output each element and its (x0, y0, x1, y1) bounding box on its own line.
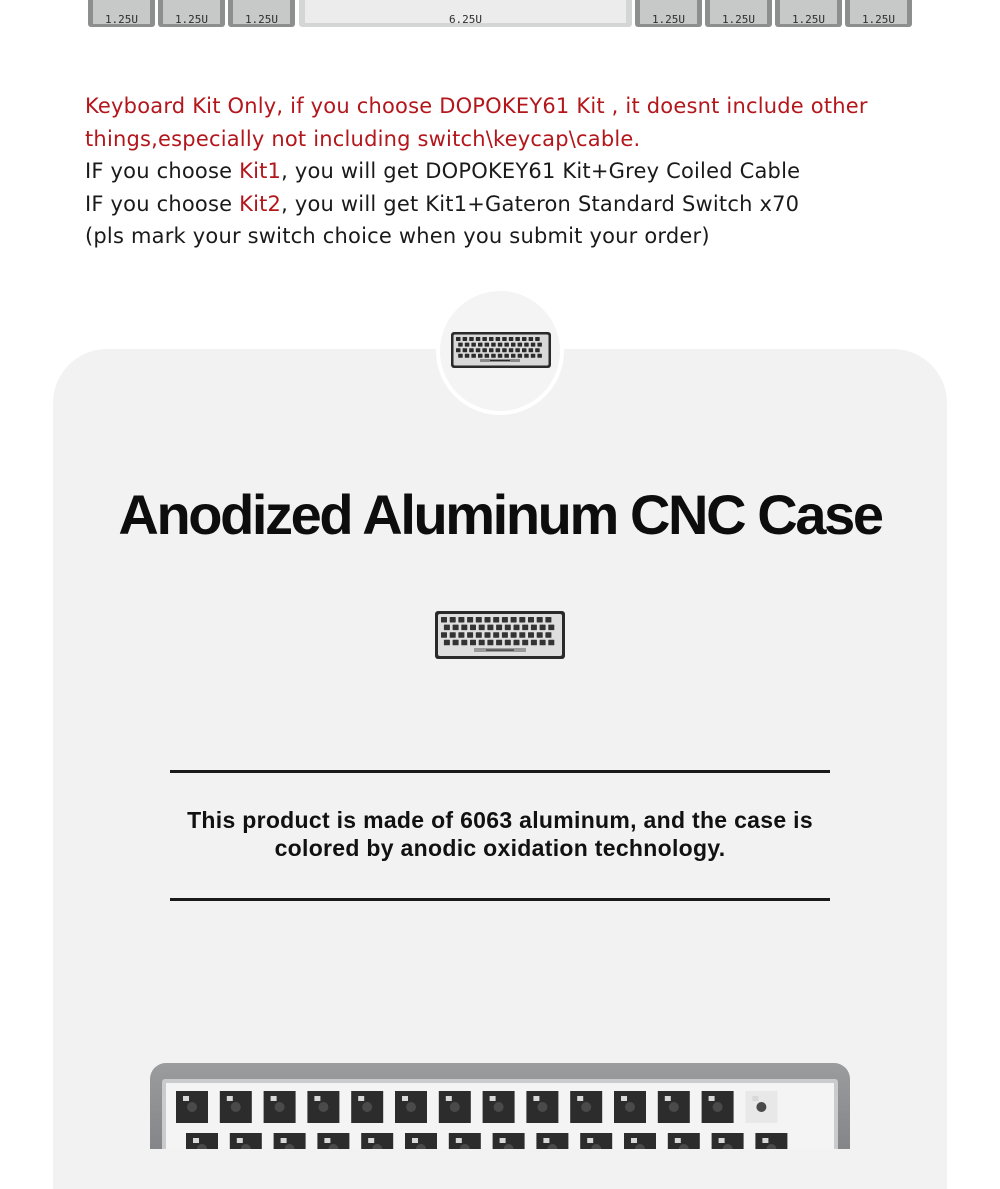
keycap (158, 0, 225, 27)
keycap-label: 1.25U (721, 13, 756, 26)
kit-warning-line-1: Keyboard Kit Only, if you choose DOPOKEY61 Kit , it doesnt include other (85, 94, 868, 118)
spacebar-keycap (299, 0, 632, 27)
keycap-label: 1.25U (861, 13, 896, 26)
divider-top (170, 770, 830, 773)
keyboard-badge (436, 287, 564, 415)
material-note (150, 806, 850, 862)
keyboard-icon (450, 331, 552, 369)
keycap (635, 0, 702, 27)
keycap-label: 6.25U (448, 13, 483, 26)
kit1-prefix: IF you choose (85, 159, 240, 183)
kit1-name: Kit1 (239, 159, 282, 183)
divider-bottom (170, 898, 830, 901)
kit1-suffix: , you will get DOPOKEY61 Kit+Grey Coiled Cable (281, 159, 801, 183)
material-note-line-2: colored by anodic oxidation technology. (274, 835, 726, 861)
keycap (845, 0, 912, 27)
kit2-prefix: IF you choose (85, 191, 240, 216)
keycap-size-row (0, 0, 1000, 28)
section-title: Anodized Aluminum CNC Case (118, 483, 882, 546)
kit2-name: Kit2 (239, 191, 282, 216)
keycap (88, 0, 155, 27)
keycap (775, 0, 842, 27)
kit-description (85, 90, 945, 253)
kit1-line (85, 155, 945, 188)
keycap-label: 1.25U (651, 13, 686, 26)
material-note-line-1: This product is made of 6063 aluminum, and the case is (187, 807, 813, 833)
kit2-suffix: , you will get Kit1+Gateron Standard Switch x70 (281, 191, 800, 216)
keycap (228, 0, 295, 27)
keycap-label: 1.25U (104, 13, 139, 26)
keycap-label: 1.25U (174, 13, 209, 26)
switch-note-line: (pls mark your switch choice when you submit your order) (85, 224, 710, 248)
kit-warning-line-2: things,especially not including switch\keycap\cable. (85, 126, 641, 151)
keyboard-case-photo (150, 1063, 850, 1149)
keycap-label: 1.25U (244, 13, 279, 26)
kit2-line (85, 188, 945, 221)
keyboard-icon (434, 610, 566, 660)
keycap (705, 0, 772, 27)
keycap-label: 1.25U (791, 13, 826, 26)
